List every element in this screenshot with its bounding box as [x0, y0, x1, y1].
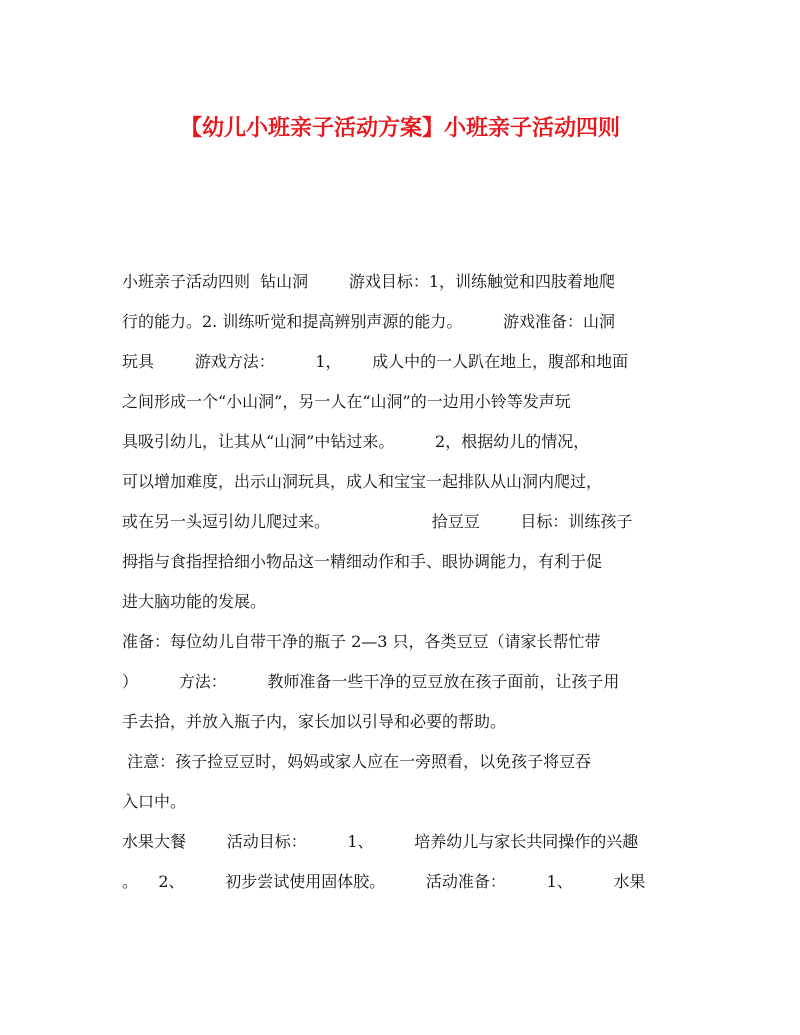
body-line-15: 水果大餐 活动目标： 1、 培养幼儿与家长共同操作的兴趣 — [122, 832, 639, 851]
document-body — [122, 262, 678, 902]
body-line-5: 具吸引幼儿，让其从“山洞”中钻过来。 2，根据幼儿的情况， — [122, 432, 590, 451]
body-line-13: 注意：孩子捡豆豆时，妈妈或家人应在一旁照看，以免孩子将豆吞 — [122, 752, 592, 771]
body-line-10: 准备：每位幼儿自带干净的瓶子 2—3 只，各类豆豆（请家长帮忙带 — [122, 632, 601, 651]
body-line-1: 小班亲子活动四则 钻山洞 游戏目标：1，训练触觉和四肢着地爬 — [122, 272, 616, 291]
body-line-4: 之间形成一个“小山洞”，另一人在“山洞”的一边用小铃等发声玩 — [122, 392, 571, 411]
document-title: 【幼儿小班亲子活动方案】小班亲子活动四则 — [179, 115, 620, 141]
body-line-7: 或在另一头逗引幼儿爬过来。 拾豆豆 目标：训练孩子 — [122, 512, 633, 531]
body-line-2: 行的能力。2. 训练听觉和提高辨别声源的能力。 游戏准备：山洞 — [122, 312, 616, 331]
body-line-16: 。 2、 初步尝试使用固体胶。 活动准备： 1、 水果 — [122, 872, 646, 891]
body-line-11: ） 方法： 教师准备一些干净的豆豆放在孩子面前，让孩子用 — [122, 672, 620, 691]
body-line-12: 手去拾，并放入瓶子内，家长加以引导和必要的帮助。 — [122, 712, 507, 731]
body-line-6: 可以增加难度，出示山洞玩具，成人和宝宝一起排队从山洞内爬过， — [122, 472, 603, 491]
body-line-14: 入口中。 — [122, 792, 187, 811]
body-line-9: 进大脑功能的发展。 — [122, 592, 267, 611]
body-line-8: 拇指与食指捏拾细小物品这一精细动作和手、眼协调能力，有利于促 — [122, 552, 603, 571]
body-line-3: 玩具 游戏方法： 1， 成人中的一人趴在地上，腹部和地面 — [122, 352, 629, 371]
